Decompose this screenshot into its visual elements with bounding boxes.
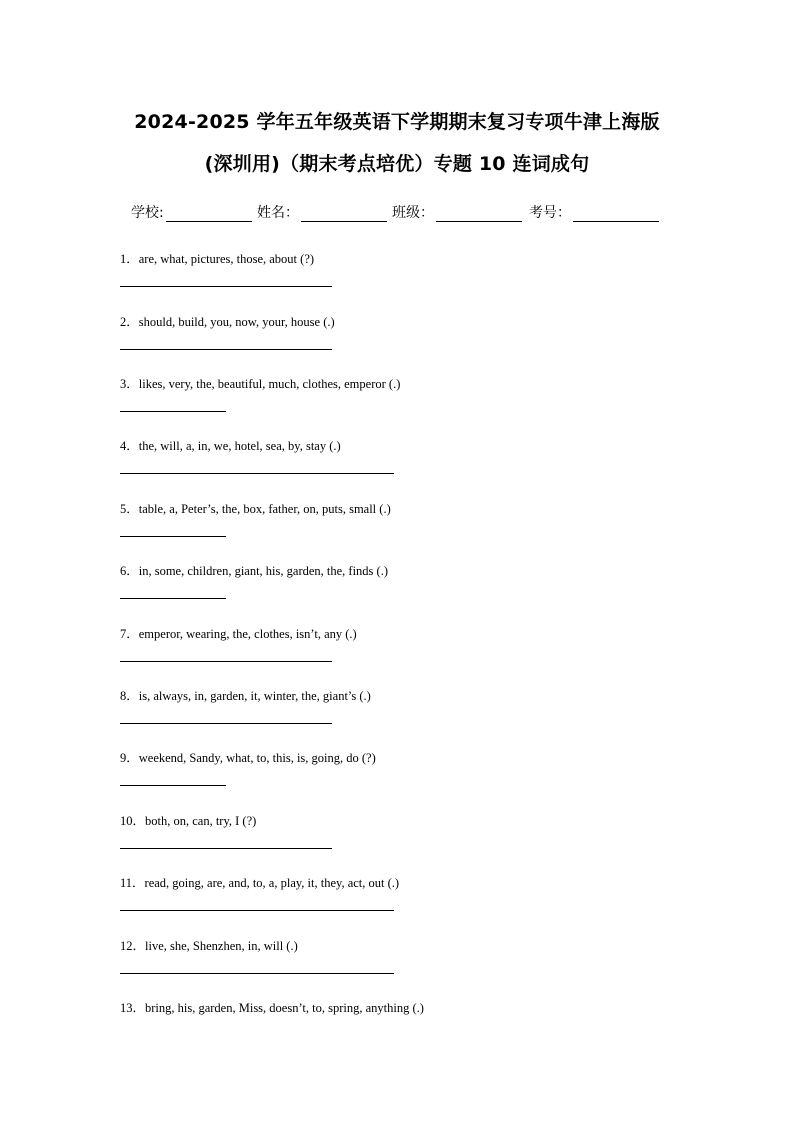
answer-line[interactable] xyxy=(120,910,394,911)
class-label: 班级： xyxy=(392,205,434,221)
exam-number-blank[interactable] xyxy=(573,207,659,222)
answer-line[interactable] xyxy=(120,473,394,474)
school-blank[interactable] xyxy=(166,207,252,222)
class-blank[interactable] xyxy=(436,207,522,222)
school-field[interactable] xyxy=(131,202,252,222)
student-info-row xyxy=(131,202,671,224)
name-label: 姓名： xyxy=(257,205,299,221)
answer-line[interactable] xyxy=(120,785,226,786)
question-text: 2．should, build, you, now, your, house (.) xyxy=(120,315,335,329)
question-text: 1．are, what, pictures, those, about (?) xyxy=(120,252,315,266)
answer-line[interactable] xyxy=(120,973,394,974)
class-field[interactable] xyxy=(392,202,522,222)
question-text: 11．read, going, are, and, to, a, play, it, they, act, out (.) xyxy=(120,876,400,890)
question-text: 4．the, will, a, in, we, hotel, sea, by, stay (.) xyxy=(120,439,341,453)
question-text: 3．likes, very, the, beautiful, much, clothes, emperor (.) xyxy=(120,377,401,391)
answer-line[interactable] xyxy=(120,286,332,287)
question-text: 10．both, on, can, try, I (?) xyxy=(120,814,257,828)
question-text: 7．emperor, wearing, the, clothes, isn’t, any (.) xyxy=(120,627,357,641)
page-title-line2: (深圳用)（期末考点培优）专题 10 连词成句 xyxy=(204,153,590,175)
question-text: 13．bring, his, garden, Miss, doesn’t, to, spring, anything (.) xyxy=(120,1001,424,1015)
question-text: 12．live, she, Shenzhen, in, will (.) xyxy=(120,939,298,953)
answer-line[interactable] xyxy=(120,536,226,537)
answer-line[interactable] xyxy=(120,661,332,662)
question-text: 9．weekend, Sandy, what, to, this, is, going, do (?) xyxy=(120,751,376,765)
question-text: 6．in, some, children, giant, his, garden, the, finds (.) xyxy=(120,564,388,578)
answer-line[interactable] xyxy=(120,598,226,599)
answer-line[interactable] xyxy=(120,411,226,412)
page-title-line1: 2024-2025 学年五年级英语下学期期末复习专项牛津上海版 xyxy=(134,111,660,133)
answer-line[interactable] xyxy=(120,848,332,849)
school-label: 学校: xyxy=(131,205,164,221)
name-blank[interactable] xyxy=(301,207,387,222)
question-text: 8．is, always, in, garden, it, winter, the, giant’s (.) xyxy=(120,689,371,703)
answer-line[interactable] xyxy=(120,349,332,350)
exam-number-label: 考号： xyxy=(529,205,571,221)
exam-number-field[interactable] xyxy=(529,202,659,222)
name-field[interactable] xyxy=(257,202,387,222)
answer-line[interactable] xyxy=(120,723,332,724)
question-text: 5．table, a, Peter’s, the, box, father, on, puts, small (.) xyxy=(120,502,391,516)
